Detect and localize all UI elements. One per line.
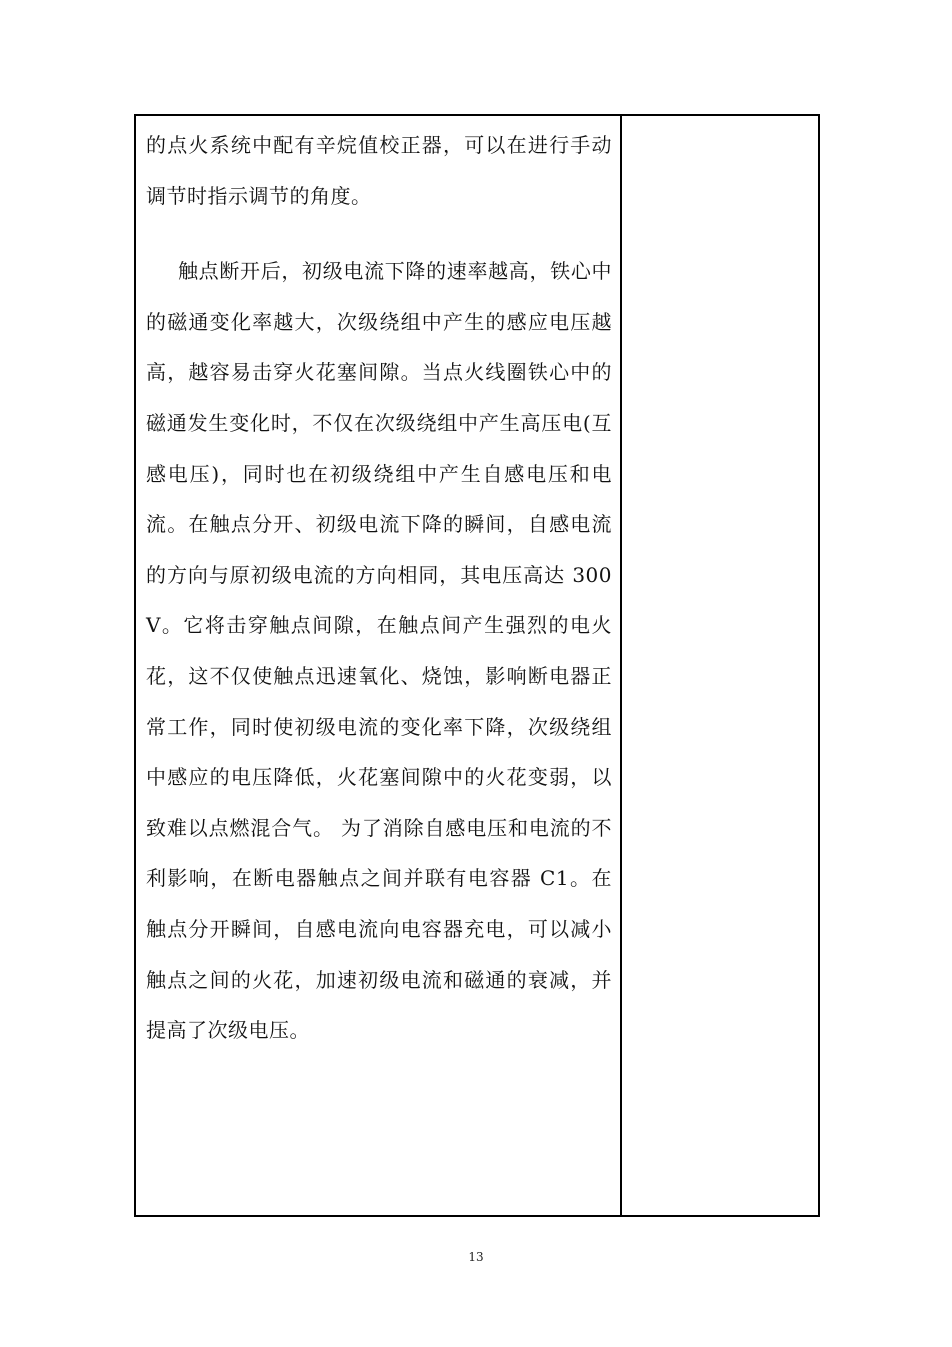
page-number: 13: [468, 1250, 484, 1264]
text-cell: [136, 116, 622, 1215]
paragraph-continued: 的点火系统中配有辛烷值校正器，可以在进行手动调节时指示调节的角度。: [146, 133, 612, 208]
content-table: [134, 114, 820, 1217]
paragraph-contact-breaker: 触点断开后，初级电流下降的速率越高，铁心中的磁通变化率越大，次级绕组中产生的感应电压越高，越容易击穿火花塞间隙。当点火线圈铁心中的磁通发生变化时，不仅在次级绕组中产生高压电(互感电压)，同时也在初级绕组中产生自感电压和电流。在触点分开、初级电流下降的瞬间，自感电流的方向与原初级电流的方向相同，其电压高达 300V。它将击穿触点间隙，在触点间产生强烈的电火花，这不仅使触点迅速氧化、烧蚀，影响断电器正常工作，同时使初级电流的变化率下降，次级绕组中感应的电压降低，火花塞间隙中的火花变弱，以致难以点燃混合气。 为了消除自感电压和电流的不利影响，在断电器触点之间并联有电容器 C1。在触点分开瞬间，自感电流向电容器充电，可以减小触点之间的火花，加速初级电流和磁通的衰减，并提高了次级电压。: [146, 259, 612, 1043]
paragraph-spacer: [146, 221, 612, 246]
empty-side-cell: [622, 116, 818, 1215]
